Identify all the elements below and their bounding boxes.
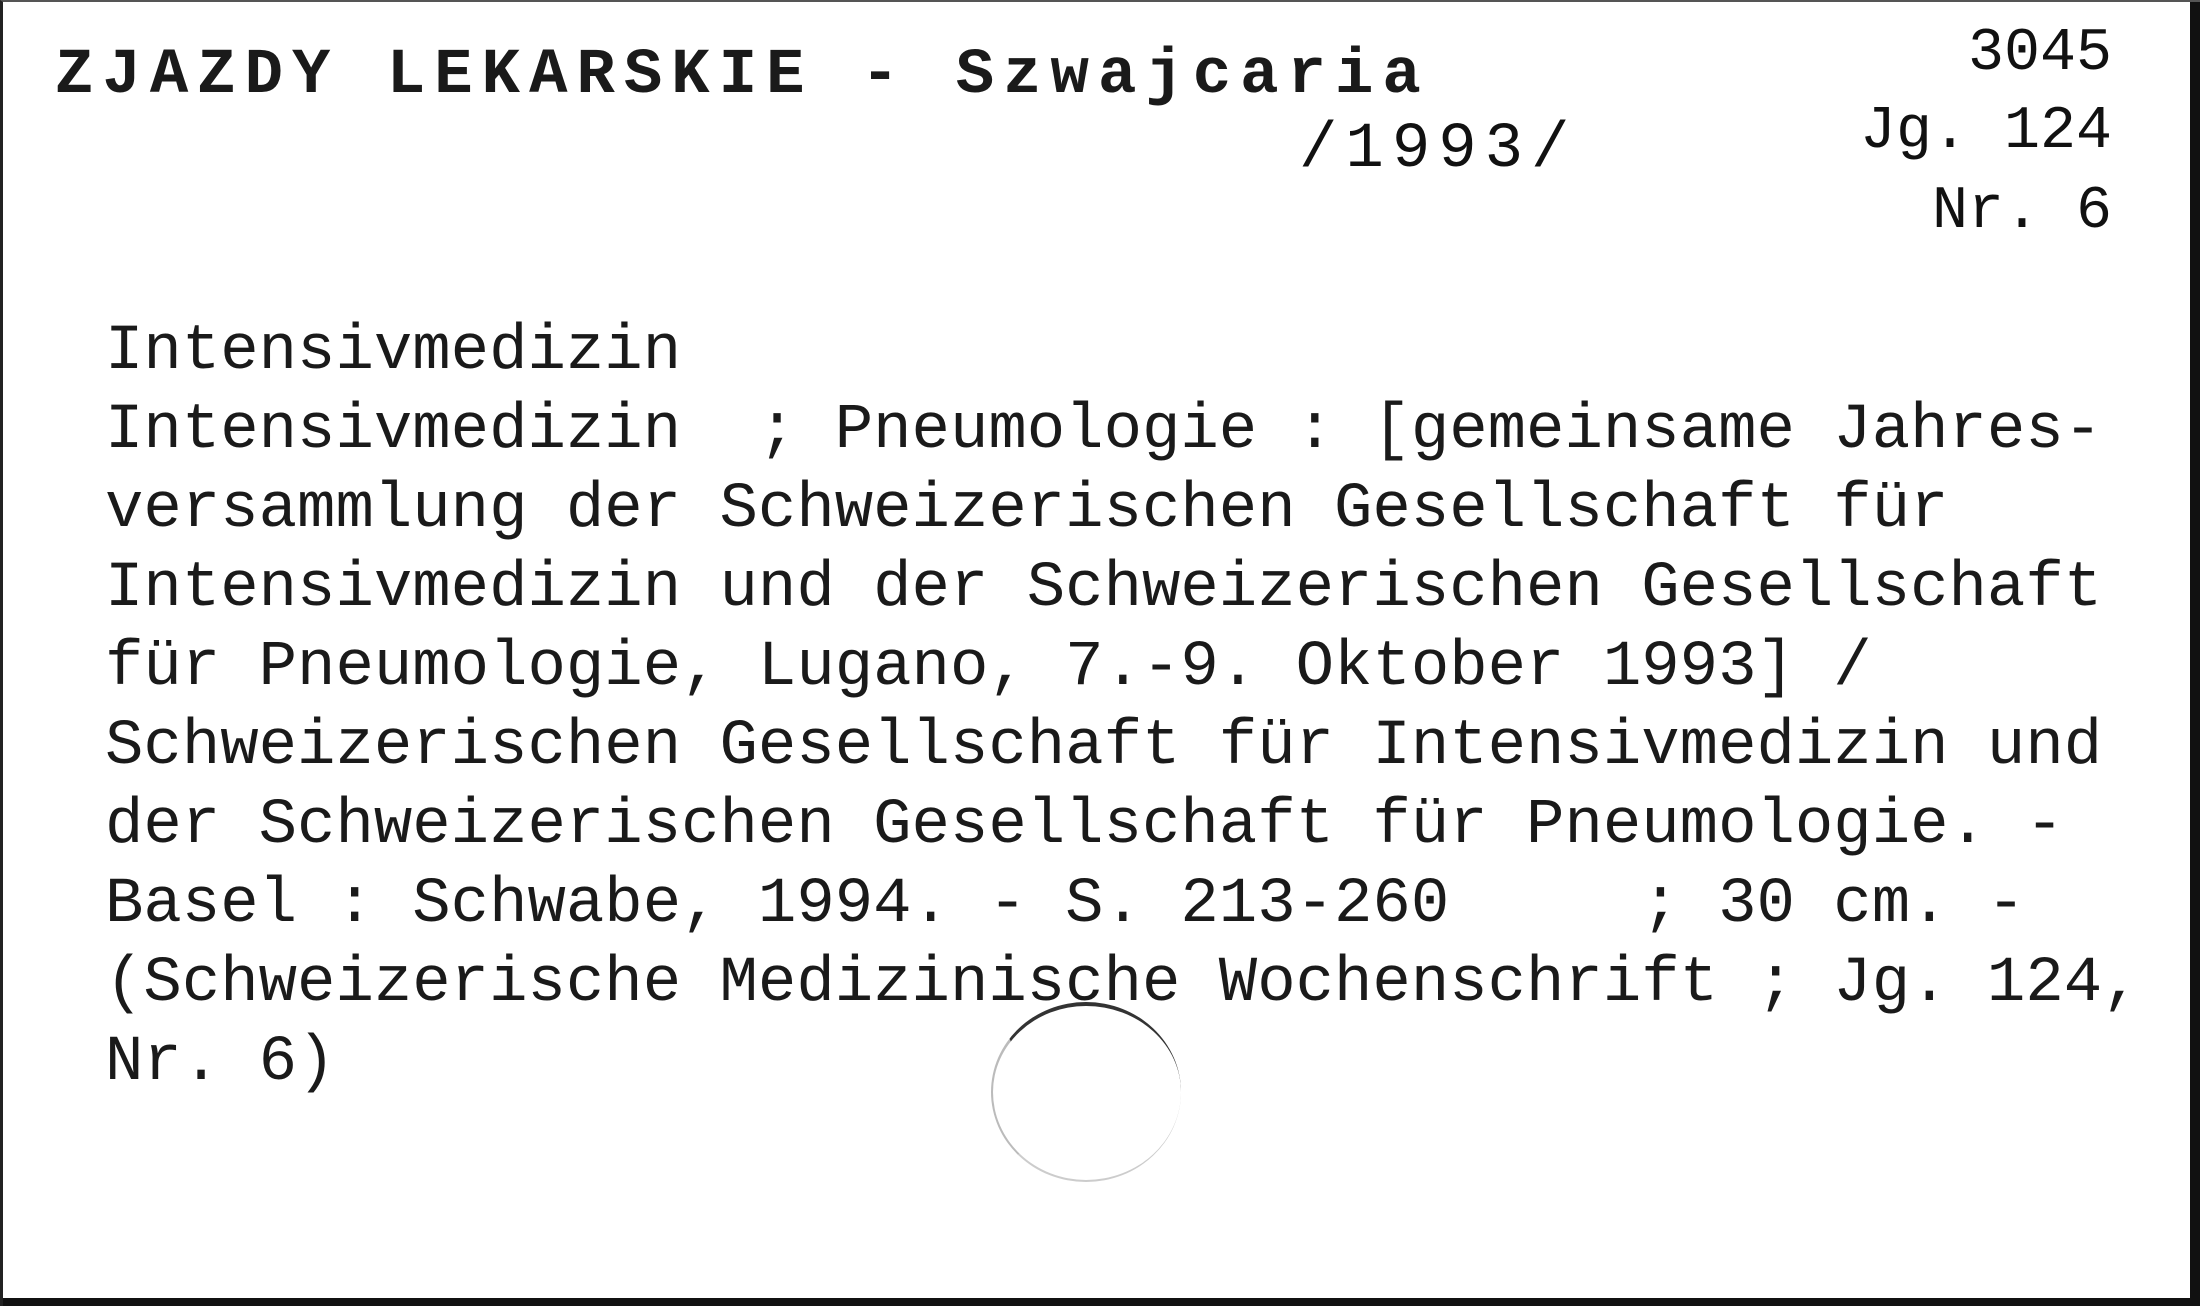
card-edge-right — [2190, 2, 2200, 1306]
card-heading: ZJAZDY LEKARSKIE - Szwajcaria — [55, 40, 1430, 112]
body-line: versammlung der Schweizerischen Gesellschaft für — [105, 474, 1949, 546]
subject-heading: Intensivmedizin — [105, 316, 682, 388]
body-line: Schweizerischen Gesellschaft für Intensivmedizin und — [105, 711, 2103, 783]
body-line: Intensivmedizin und der Schweizerischen Gesellschaft — [105, 553, 2103, 625]
punch-hole — [991, 1002, 1181, 1182]
body-line: Nr. 6) — [105, 1027, 336, 1099]
heading-year: /1993/ — [1299, 114, 1578, 186]
body-line: (Schweizerische Medizinische Wochenschrift ; Jg. 124, — [105, 948, 2141, 1020]
body-line: Intensivmedizin ; Pneumologie : [gemeinsame Jahres- — [105, 395, 2103, 467]
body-line: der Schweizerischen Gesellschaft für Pneumologie. - — [105, 790, 2064, 862]
body-line: für Pneumologie, Lugano, 7.-9. Oktober 1993] / — [105, 632, 1872, 704]
card-edge-bottom — [3, 1298, 2200, 1306]
call-number-line: 3045 — [1967, 20, 2112, 88]
call-number-line: Nr. 6 — [1931, 178, 2112, 246]
body-line: Basel : Schwabe, 1994. - S. 213-260 ; 30 cm. - — [105, 869, 2026, 941]
call-number-line: Jg. 124 — [1859, 98, 2112, 166]
